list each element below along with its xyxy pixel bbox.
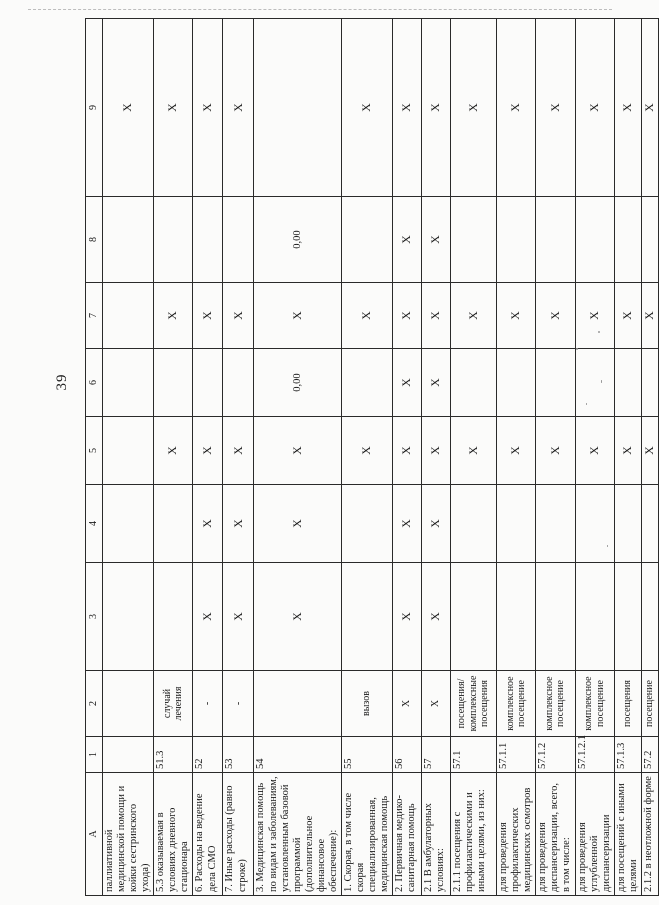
table-row bbox=[103, 19, 154, 896]
header-cell-6: 6 bbox=[86, 349, 103, 417]
value-cell-col6 bbox=[614, 349, 641, 417]
value-cell-col3 bbox=[451, 563, 497, 671]
row-code-cell: 52 bbox=[193, 737, 223, 773]
value-cell-col6: X bbox=[393, 349, 422, 417]
value-cell-col3 bbox=[614, 563, 641, 671]
value-cell-col7: X bbox=[341, 283, 392, 349]
unit-cell: комплексное посещение bbox=[536, 671, 575, 737]
unit-cell: посещения bbox=[614, 671, 641, 737]
value-cell-col6 bbox=[154, 349, 193, 417]
row-name-cell: 2. Первичная медико-санитарная помощь bbox=[393, 773, 422, 896]
value-cell-col6 bbox=[193, 349, 223, 417]
page-number-text: 39 bbox=[54, 373, 70, 391]
value-cell-col8 bbox=[341, 197, 392, 283]
row-name-cell: 3. Медицинская помощь по видам и заболеваниям, установленным базовой программой (дополнительное финансовое обеспечение): bbox=[254, 773, 341, 896]
value-cell-col7: X bbox=[641, 283, 658, 349]
row-name-cell: 5.3 оказываемая в условиях дневного стационара bbox=[154, 773, 193, 896]
header-cell-1: 1 bbox=[86, 737, 103, 773]
row-name-cell: для проведения углубленной диспансеризации bbox=[575, 773, 614, 896]
value-cell-col3: X bbox=[193, 563, 223, 671]
value-cell-col7: X bbox=[451, 283, 497, 349]
table-row bbox=[223, 19, 254, 896]
value-cell-col4 bbox=[614, 485, 641, 563]
unit-cell: случай лечения bbox=[154, 671, 193, 737]
value-cell-col5: X bbox=[254, 417, 341, 485]
table-header-row bbox=[86, 19, 103, 896]
row-code-cell: 57.1.1 bbox=[497, 737, 536, 773]
value-cell-col9: X bbox=[223, 19, 254, 197]
header-cell-7: 7 bbox=[86, 283, 103, 349]
value-cell-col3 bbox=[103, 563, 154, 671]
row-name-cell: 2.1.1 посещения с профилактическими и иными целями, из них: bbox=[451, 773, 497, 896]
row-name-cell: 6. Расходы на ведение дела СМО bbox=[193, 773, 223, 896]
value-cell-col5: X bbox=[451, 417, 497, 485]
unit-cell: X bbox=[393, 671, 422, 737]
value-cell-col5: X bbox=[422, 417, 451, 485]
value-cell-col7: X bbox=[154, 283, 193, 349]
row-code-cell bbox=[103, 737, 154, 773]
header-cell-a: А bbox=[86, 773, 103, 896]
value-cell-col8 bbox=[223, 197, 254, 283]
value-cell-col5: X bbox=[223, 417, 254, 485]
value-cell-col6 bbox=[341, 349, 392, 417]
value-cell-col7: X bbox=[614, 283, 641, 349]
table-row bbox=[575, 19, 614, 896]
value-cell-col9: X bbox=[341, 19, 392, 197]
value-cell-col7: X bbox=[497, 283, 536, 349]
value-cell-col9: X bbox=[575, 19, 614, 197]
value-cell-col8 bbox=[103, 197, 154, 283]
value-cell-col3: X bbox=[422, 563, 451, 671]
value-cell-col3 bbox=[575, 563, 614, 671]
value-cell-col7: X bbox=[575, 283, 614, 349]
value-cell-col3: X bbox=[223, 563, 254, 671]
value-cell-col9: X bbox=[422, 19, 451, 197]
unit-cell: комплексное посещение bbox=[575, 671, 614, 737]
value-cell-col6 bbox=[223, 349, 254, 417]
header-cell-2: 2 bbox=[86, 671, 103, 737]
unit-cell: комплексное посещение bbox=[497, 671, 536, 737]
row-code-cell: 55 bbox=[341, 737, 392, 773]
value-cell-col3 bbox=[341, 563, 392, 671]
value-cell-col8 bbox=[497, 197, 536, 283]
header-cell-3: 3 bbox=[86, 563, 103, 671]
value-cell-col7: X bbox=[393, 283, 422, 349]
value-cell-col5: X bbox=[575, 417, 614, 485]
value-cell-col4: X bbox=[193, 485, 223, 563]
row-name-cell: для проведения профилактических медицинских осмотров bbox=[497, 773, 536, 896]
unit-cell: посещение bbox=[641, 671, 658, 737]
header-cell-9: 9 bbox=[86, 19, 103, 197]
value-cell-col8: X bbox=[393, 197, 422, 283]
table-row bbox=[614, 19, 641, 896]
page-number bbox=[54, 362, 71, 402]
scan-speck bbox=[586, 403, 587, 405]
scan-speck bbox=[598, 331, 600, 333]
value-cell-col5: X bbox=[614, 417, 641, 485]
value-cell-col9: X bbox=[451, 19, 497, 197]
row-name-cell: 2.1 В амбулаторных условиях: bbox=[422, 773, 451, 896]
value-cell-col9: X bbox=[103, 19, 154, 197]
value-cell-col9: X bbox=[641, 19, 658, 197]
value-cell-col4 bbox=[154, 485, 193, 563]
value-cell-col4 bbox=[575, 485, 614, 563]
table-row bbox=[393, 19, 422, 896]
value-cell-col4 bbox=[641, 485, 658, 563]
unit-cell: - bbox=[193, 671, 223, 737]
value-cell-col9: X bbox=[154, 19, 193, 197]
row-code-cell: 57.1.2.1 bbox=[575, 737, 614, 773]
scan-speck bbox=[601, 380, 602, 383]
header-cell-8: 8 bbox=[86, 197, 103, 283]
row-name-cell: паллиативной медицинской помощи и койки сестринского ухода) bbox=[103, 773, 154, 896]
value-cell-col9: X bbox=[193, 19, 223, 197]
unit-cell bbox=[103, 671, 154, 737]
value-cell-col8 bbox=[641, 197, 658, 283]
value-cell-col3 bbox=[641, 563, 658, 671]
value-cell-col8: 0,00 bbox=[254, 197, 341, 283]
row-name-cell: для проведения диспансеризации, всего, в том числе: bbox=[536, 773, 575, 896]
value-cell-col3: X bbox=[254, 563, 341, 671]
table-row bbox=[154, 19, 193, 896]
unit-cell: - bbox=[223, 671, 254, 737]
table-row bbox=[341, 19, 392, 896]
row-name-cell: 7. Иные расходы (равно строке) bbox=[223, 773, 254, 896]
financing-table bbox=[85, 18, 659, 896]
value-cell-col6 bbox=[536, 349, 575, 417]
value-cell-col4: X bbox=[422, 485, 451, 563]
value-cell-col8 bbox=[154, 197, 193, 283]
value-cell-col7: X bbox=[422, 283, 451, 349]
value-cell-col9: X bbox=[536, 19, 575, 197]
value-cell-col6 bbox=[497, 349, 536, 417]
value-cell-col8 bbox=[536, 197, 575, 283]
value-cell-col6 bbox=[103, 349, 154, 417]
value-cell-col6 bbox=[641, 349, 658, 417]
value-cell-col5 bbox=[103, 417, 154, 485]
value-cell-col5: X bbox=[341, 417, 392, 485]
value-cell-col7: X bbox=[254, 283, 341, 349]
value-cell-col3 bbox=[536, 563, 575, 671]
value-cell-col8 bbox=[575, 197, 614, 283]
value-cell-col8 bbox=[451, 197, 497, 283]
table-row bbox=[451, 19, 497, 896]
unit-cell: X bbox=[422, 671, 451, 737]
value-cell-col9: X bbox=[497, 19, 536, 197]
value-cell-col6: 0,00 bbox=[254, 349, 341, 417]
table-row bbox=[193, 19, 223, 896]
value-cell-col7: X bbox=[536, 283, 575, 349]
value-cell-col7: X bbox=[223, 283, 254, 349]
value-cell-col9: X bbox=[614, 19, 641, 197]
value-cell-col6 bbox=[451, 349, 497, 417]
value-cell-col5: X bbox=[536, 417, 575, 485]
value-cell-col6: X bbox=[422, 349, 451, 417]
unit-cell: посещения/ комплексные посещения bbox=[451, 671, 497, 737]
value-cell-col7 bbox=[103, 283, 154, 349]
value-cell-col8: X bbox=[422, 197, 451, 283]
value-cell-col5: X bbox=[154, 417, 193, 485]
table-row bbox=[641, 19, 658, 896]
header-cell-4: 4 bbox=[86, 485, 103, 563]
table-row bbox=[254, 19, 341, 896]
value-cell-col8 bbox=[193, 197, 223, 283]
table-row bbox=[422, 19, 451, 896]
row-code-cell: 54 bbox=[254, 737, 341, 773]
table-row bbox=[536, 19, 575, 896]
value-cell-col3 bbox=[154, 563, 193, 671]
unit-cell bbox=[254, 671, 341, 737]
value-cell-col4 bbox=[536, 485, 575, 563]
value-cell-col9: X bbox=[393, 19, 422, 197]
row-code-cell: 51.3 bbox=[154, 737, 193, 773]
value-cell-col4 bbox=[451, 485, 497, 563]
value-cell-col5: X bbox=[193, 417, 223, 485]
table-body bbox=[103, 19, 659, 896]
value-cell-col5: X bbox=[497, 417, 536, 485]
value-cell-col4: X bbox=[223, 485, 254, 563]
table-row bbox=[497, 19, 536, 896]
value-cell-col4 bbox=[497, 485, 536, 563]
unit-cell: вызов bbox=[341, 671, 392, 737]
header-cell-5: 5 bbox=[86, 417, 103, 485]
row-code-cell: 57 bbox=[422, 737, 451, 773]
value-cell-col4 bbox=[103, 485, 154, 563]
row-code-cell: 56 bbox=[393, 737, 422, 773]
value-cell-col4 bbox=[341, 485, 392, 563]
scan-top-rule bbox=[28, 9, 612, 10]
value-cell-col4: X bbox=[254, 485, 341, 563]
scan-speck bbox=[607, 545, 608, 547]
value-cell-col5: X bbox=[641, 417, 658, 485]
value-cell-col5: X bbox=[393, 417, 422, 485]
value-cell-col4: X bbox=[393, 485, 422, 563]
row-code-cell: 53 bbox=[223, 737, 254, 773]
row-code-cell: 57.1 bbox=[451, 737, 497, 773]
value-cell-col6 bbox=[575, 349, 614, 417]
value-cell-col7: X bbox=[193, 283, 223, 349]
rotated-table-container bbox=[85, 21, 656, 896]
row-name-cell: для посещений с иными целями bbox=[614, 773, 641, 896]
row-name-cell: 1. Скорая, в том числе скорая специализированная, медицинская помощь bbox=[341, 773, 392, 896]
row-code-cell: 57.2 bbox=[641, 737, 658, 773]
value-cell-col3 bbox=[497, 563, 536, 671]
row-code-cell: 57.1.3 bbox=[614, 737, 641, 773]
scan-speck bbox=[576, 348, 578, 350]
row-name-cell: 2.1.2 в неотложной форме bbox=[641, 773, 658, 896]
value-cell-col8 bbox=[614, 197, 641, 283]
value-cell-col9 bbox=[254, 19, 341, 197]
value-cell-col3: X bbox=[393, 563, 422, 671]
row-code-cell: 57.1.2 bbox=[536, 737, 575, 773]
